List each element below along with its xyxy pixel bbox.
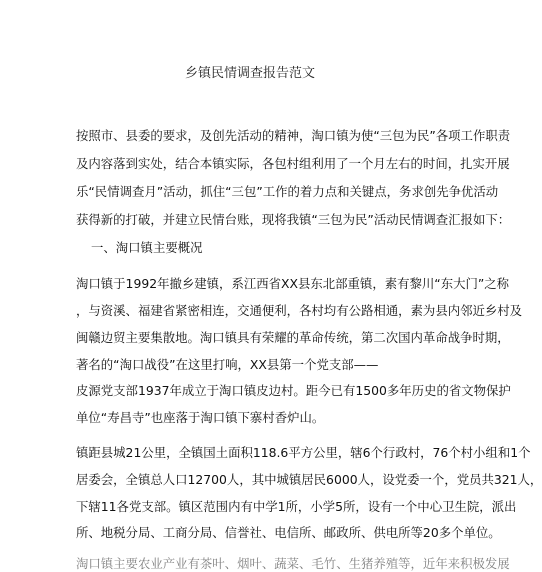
paragraph-4-line-1: 镇距县城21公里，全镇国土面积118.6平方公里，辖6个行政村，76个村小组和1个 [76,445,531,460]
paragraph-2-line-4: 著名的“淘口战役”在这里打响，XX县第一个党支部—— [76,357,379,372]
paragraph-4-line-4: 所、地税分局、工商分局、信誉社、电信所、邮政所、供电所等20多个单位。 [76,525,501,540]
paragraph-1-line-4: 获得新的打破，并建立民情台账，现将我镇“三包为民”活动民情调查汇报如下： [76,212,511,227]
paragraph-5-line-1: 淘口镇主要农业产业有茶叶、烟叶、蔬菜、毛竹、生猪养殖等，近年来积极发展 [76,556,510,571]
paragraph-2-line-2: ，与资溪、福建省紧密相连，交通便利，各村均有公路相通，素为县内邻近乡村及 [76,303,523,318]
section-heading: 一、淘口镇主要概况 [91,240,203,255]
paragraph-2-line-1: 淘口镇于1992年撤乡建镇，系江西省XX县东北部重镇，素有黎川“东大门”之称 [76,276,510,291]
paragraph-3-line-2: 单位“寿昌寺”也座落于淘口镇下寨村香炉山。 [76,410,325,425]
paragraph-1-line-3: 乐“民情调查月”活动，抓住“三包”工作的着力点和关键点，务求创先争优活动 [76,184,499,199]
paragraph-1-line-1: 按照市、县委的要求，及创先活动的精神，淘口镇为使“三包为民”各项工作职责 [76,128,511,143]
document-title: 乡镇民情调查报告范文 [184,66,315,81]
paragraph-3-line-1: 皮源党支部1937年成立于淘口镇皮边村。距今已有1500多年历史的省文物保护 [76,383,511,398]
paragraph-5-clipped [76,556,510,571]
paragraph-4-line-3: 下辖11各党支部。镇区范围内有中学1所，小学5所，设有一个中心卫生院，派出 [76,499,517,514]
paragraph-2-line-3: 闽赣边贸主要集散地。淘口镇具有荣耀的革命传统，第二次国内革命战争时期， [76,330,510,345]
paragraph-4-line-2: 居委会，全镇总人口12700人，其中城镇居民6000人，设党委一个，党员共321人， [76,472,542,487]
paragraph-1-line-2: 及内容落到实处，结合本镇实际，各包村组利用了一个月左右的时间，扎实开展 [76,156,510,171]
